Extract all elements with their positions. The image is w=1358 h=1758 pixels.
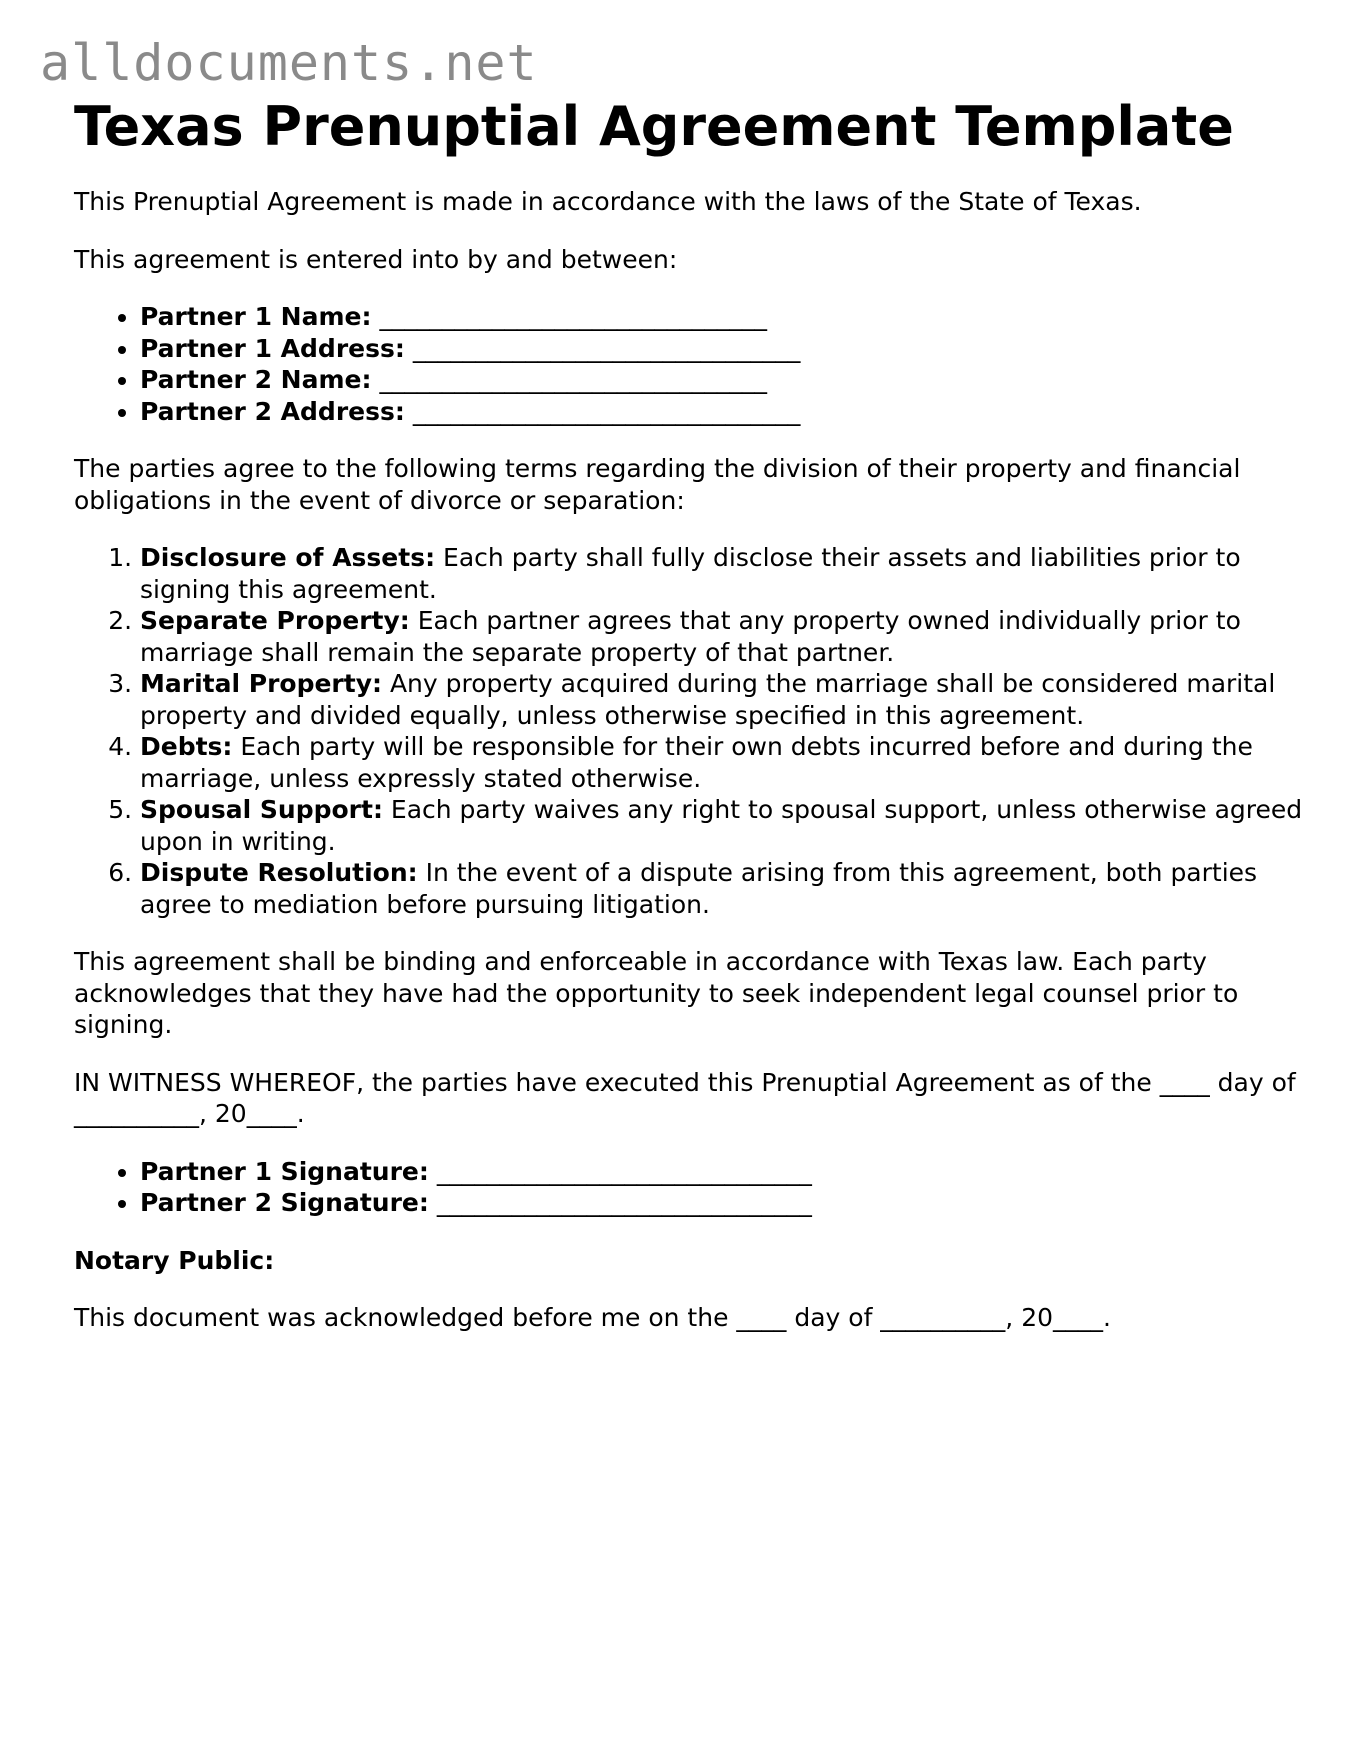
term-title: Separate Property: <box>140 606 410 635</box>
list-item <box>140 605 1304 668</box>
term-text: Any property acquired during the marriage shall be considered marital property and divided equally, unless otherwise specified in this agreement. <box>140 669 1276 730</box>
party-label: Partner 2 Address: <box>140 396 405 426</box>
notary-text: This document was acknowledged before me on the ____ day of __________, 20____. <box>74 1303 1111 1332</box>
party-label: Partner 1 Address: <box>140 333 405 363</box>
blank-line: ______________________________ <box>436 1188 812 1217</box>
witness-paragraph: IN WITNESS WHEREOF, the parties have executed this Prenuptial Agreement as of the ____ day of __________, 20____. <box>74 1067 1296 1128</box>
term-text: Each party will be responsible for their own debts incurred before and during the marriage, unless expressly stated otherwise. <box>140 732 1253 793</box>
list-item <box>140 542 1304 605</box>
parties-intro: This agreement is entered into by and between: <box>74 244 678 274</box>
list-item <box>140 396 1304 428</box>
intro-paragraph: This Prenuptial Agreement is made in accordance with the laws of the State of Texas. <box>74 187 1142 216</box>
party-label: Partner 1 Name: <box>140 302 372 331</box>
document-page <box>74 94 1304 1334</box>
list-item <box>140 364 1304 396</box>
binding-paragraph: This agreement shall be binding and enforceable in accordance with Texas law. Each party acknowledges that they have had the opportunity to seek independent legal counsel prior to signing. <box>74 947 1239 1039</box>
term-text: Each party waives any right to spousal support, unless otherwise agreed upon in writing. <box>140 795 1303 856</box>
list-item <box>140 301 1304 333</box>
blank-line: _______________________________ <box>412 333 801 363</box>
list-item <box>140 668 1304 731</box>
list-item <box>140 794 1304 857</box>
term-text: In the event of a dispute arising from this agreement, both parties agree to mediation before pursuing litigation. <box>140 858 1258 919</box>
blank-line: _______________________________ <box>412 396 801 426</box>
blank-line: _______________________________ <box>379 302 767 331</box>
list-item <box>140 731 1304 794</box>
term-title: Debts: <box>140 732 233 761</box>
list-item <box>140 857 1304 920</box>
blank-line: ______________________________ <box>436 1156 812 1186</box>
notary-heading: Notary Public: <box>74 1245 275 1275</box>
term-title: Marital Property: <box>140 669 382 698</box>
term-title: Spousal Support: <box>140 795 383 824</box>
terms-list <box>74 542 1304 920</box>
page-title: Texas Prenuptial Agreement Template <box>74 95 1234 158</box>
list-item <box>140 333 1304 365</box>
parties-list <box>74 301 1304 427</box>
signature-label: Partner 1 Signature: <box>140 1156 429 1186</box>
watermark: alldocuments.net <box>40 34 538 92</box>
list-item <box>140 1156 1304 1188</box>
signatures-list <box>74 1156 1304 1219</box>
term-text: Each partner agrees that any property owned individually prior to marriage shall remain the separate property of that partner. <box>140 606 1241 667</box>
term-text: Each party shall fully disclose their assets and liabilities prior to signing this agreement. <box>140 543 1241 604</box>
party-label: Partner 2 Name: <box>140 365 372 394</box>
blank-line: _______________________________ <box>379 365 767 394</box>
term-title: Disclosure of Assets: <box>140 543 436 572</box>
signature-label: Partner 2 Signature: <box>140 1188 429 1217</box>
term-title: Dispute Resolution: <box>140 858 418 887</box>
list-item <box>140 1187 1304 1219</box>
terms-intro: The parties agree to the following terms regarding the division of their property and financial obligations in the event of divorce or separation: <box>74 454 1241 515</box>
